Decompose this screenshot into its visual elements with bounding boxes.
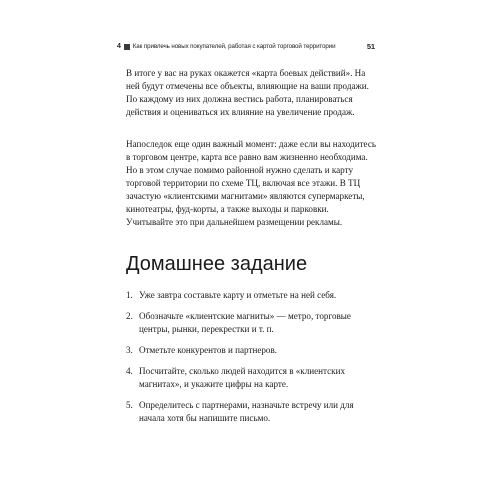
list-item-text: Отметьте конкурентов и партнеров. bbox=[139, 345, 278, 355]
header-left bbox=[117, 43, 335, 50]
list-item bbox=[126, 344, 378, 357]
list-item-number: 4. bbox=[126, 366, 133, 376]
page-number: 51 bbox=[366, 42, 375, 51]
paragraph-2: Напоследок еще один важный момент: даже если вы находитесь в торговом центре, карта все равно вам жизненно необходима. Но в этом случае помимо районной нужно сделать и карту торговой территории по схеме ТЦ, включая все этажи. В ТЦ зачастую «клиентскими магнитами» являются супермаркеты, кинотеатры, фуд-корты, а также выходы и парковки. Учитывайте это при дальнейшем размещении рекламы. bbox=[126, 139, 377, 227]
list-item-text: Уже завтра составьте карту и отметьте на ней себя. bbox=[139, 290, 337, 300]
list-item bbox=[126, 310, 378, 336]
running-header bbox=[117, 42, 375, 51]
list-item-text: Посчитайте, сколько людей находится в «клиентских магнитах», и укажите цифры на карте. bbox=[139, 366, 345, 389]
running-title: Как привлечь новых покупателей, работая с картой торговой территории bbox=[132, 43, 336, 50]
list-item bbox=[126, 289, 378, 302]
list-item-text: Обозначьте «клиентские магниты» — метро, торговые центры, рынки, перекрестки и т. п. bbox=[139, 311, 351, 334]
list-item-number: 2. bbox=[126, 311, 133, 321]
section-title: Домашнее задание bbox=[126, 253, 308, 275]
paragraph-1: В итоге у вас на руках окажется «карта боевых действий». На ней будут отмечены все объекты, влияющие на ваши продажи. По каждому из них должна вестись работа, планироваться действия и оцениваться их влияние на увеличение продаж. bbox=[126, 68, 369, 117]
chapter-number: 4 bbox=[117, 43, 121, 50]
list-item-number: 1. bbox=[126, 290, 133, 300]
list-item-number: 5. bbox=[126, 400, 133, 410]
list-item-number: 3. bbox=[126, 345, 133, 355]
homework-list bbox=[126, 289, 378, 433]
square-bullet-icon bbox=[124, 44, 130, 50]
list-item bbox=[126, 365, 378, 391]
list-item bbox=[126, 399, 378, 425]
list-item-text: Определитесь с партнерами, назначьте встречу или для начала хотя бы напишите письмо. bbox=[139, 400, 354, 423]
